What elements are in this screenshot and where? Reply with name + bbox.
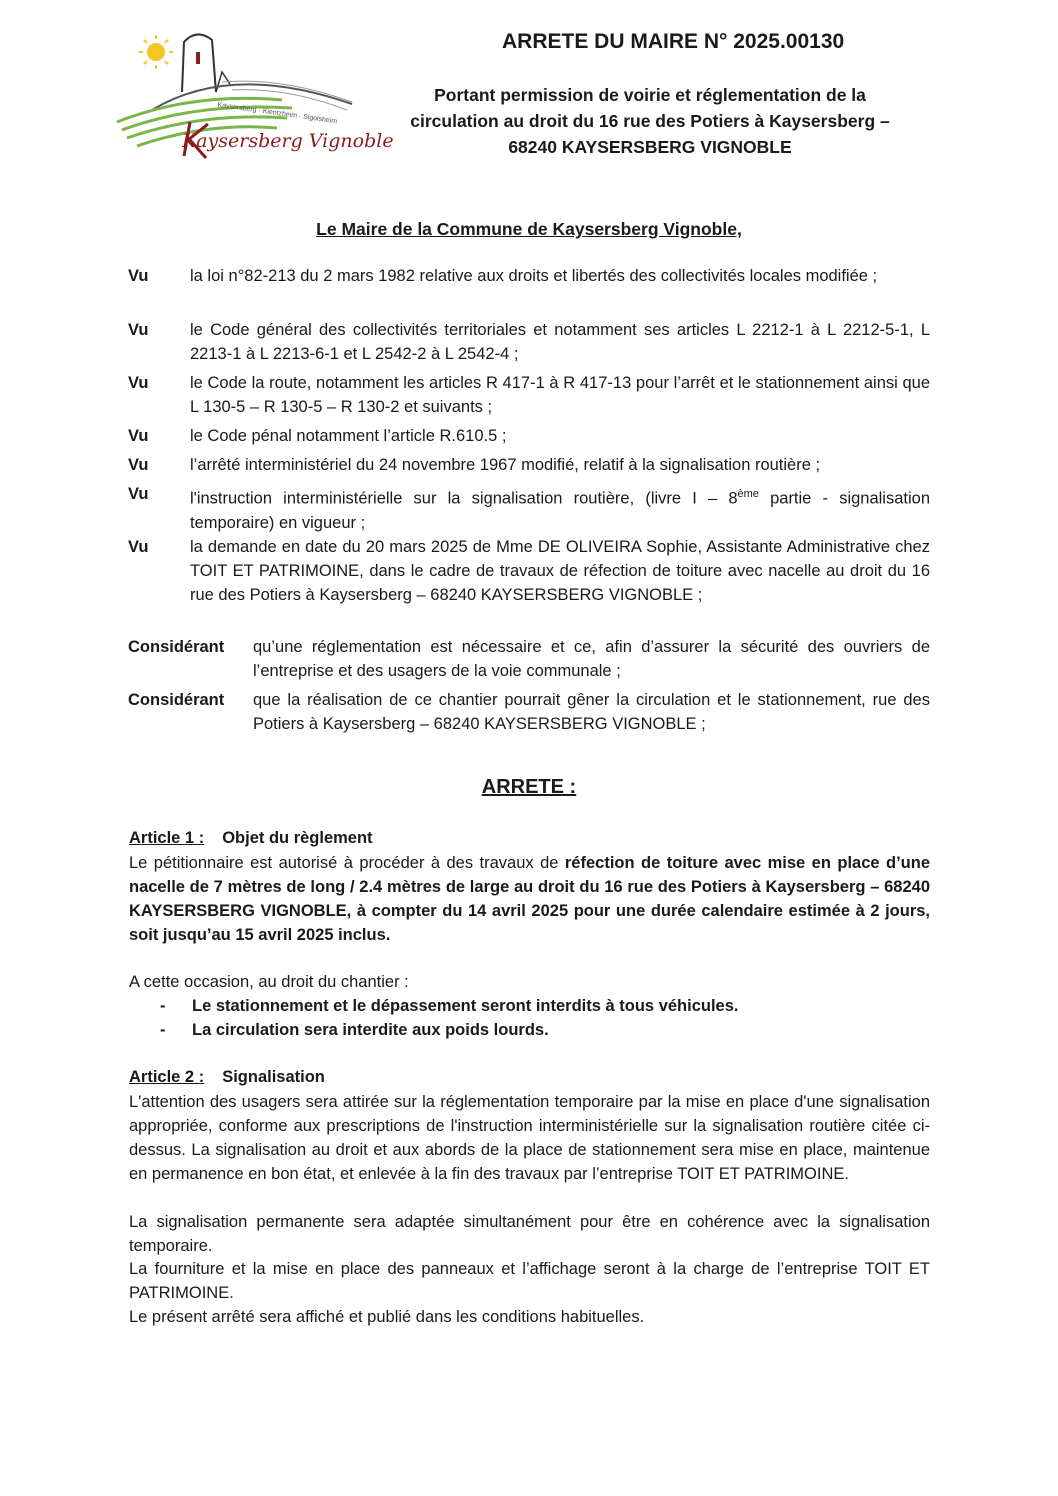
article-1-heading bbox=[129, 829, 373, 848]
article-1-occasion: A cette occasion, au droit du chantier : bbox=[129, 973, 409, 991]
vu-text-sup: ème bbox=[737, 488, 759, 500]
considerant-text: qu’une réglementation est nécessaire et ce, afin d’assurer la sécurité des ouvriers de l’entreprise et des usagers de la voie communale ; bbox=[253, 638, 930, 680]
vu-text: le Code général des collectivités territoriales et notamment ses articles L 2212-1 à L 2212-5-1, L 2213-1 à L 2213-6-1 et L 2542-2 à L 2542-4 ; bbox=[190, 321, 930, 363]
considerant-label: Considérant bbox=[128, 638, 225, 656]
article-2-paragraph: La signalisation permanente sera adaptée simultanément pour être en cohérence avec la signalisation temporaire. bbox=[129, 1213, 930, 1255]
article-1-bold-text: réfection de toiture avec mise en place d’une nacelle de 7 mètres de long / 2.4 mètres de large au droit du 16 rue des Potiers à Kaysersberg – 68240 KAYSERSBERG VIGNOBLE, à compter du 14 avril 2025 pour une durée calendaire estimée à 2 jours, soit jusqu’au 15 avril 2025 inclus. bbox=[129, 854, 930, 944]
article-number: Article 2 : bbox=[129, 1068, 205, 1086]
vu-text-part: l'instruction interministérielle sur la signalisation routière, (livre I – 8 bbox=[190, 489, 738, 508]
vu-text: le Code pénal notamment l’article R.610.5 ; bbox=[190, 427, 507, 445]
vu-text: l’arrêté interministériel du 24 novembre 1967 modifié, relatif à la signalisation routière ; bbox=[190, 456, 821, 474]
vu-label: Vu bbox=[128, 427, 149, 445]
article-2-heading bbox=[129, 1068, 325, 1087]
vu-label: Vu bbox=[128, 456, 149, 474]
municipality-logo bbox=[112, 22, 394, 162]
vu-label: Vu bbox=[128, 267, 149, 285]
article-title: Objet du règlement bbox=[222, 829, 373, 847]
logo-text: Kaysersberg Vignoble bbox=[182, 130, 394, 152]
list-item: - Le stationnement et le dépassement seront interdits à tous véhicules. bbox=[160, 997, 739, 1015]
list-item: - La circulation sera interdite aux poids lourds. bbox=[160, 1021, 549, 1039]
vu-label: Vu bbox=[128, 321, 149, 339]
mayor-heading: Le Maire de la Commune de Kaysersberg Vignoble, bbox=[316, 219, 742, 239]
considerant-text: que la réalisation de ce chantier pourrait gêner la circulation et le stationnement, rue des Potiers à Kaysersberg – 68240 KAYSERSBERG VIGNOBLE ; bbox=[253, 691, 930, 733]
article-number: Article 1 : bbox=[129, 829, 205, 847]
article-title: Signalisation bbox=[222, 1068, 325, 1086]
decree-title: ARRETE DU MAIRE N° 2025.00130 bbox=[502, 30, 845, 53]
subtitle-line: circulation au droit du 16 rue des Potiers à Kaysersberg – bbox=[410, 111, 890, 131]
vu-label: Vu bbox=[128, 374, 149, 392]
vu-text-part: partie - signalisation temporaire) en vigueur ; bbox=[190, 489, 930, 532]
subtitle-line: Portant permission de voirie et réglementation de la bbox=[434, 85, 866, 105]
bullet-text: Le stationnement et le dépassement seront interdits à tous véhicules. bbox=[192, 997, 739, 1015]
vu-label: Vu bbox=[128, 538, 149, 556]
article-1-body bbox=[129, 851, 930, 947]
arrete-heading: ARRETE : bbox=[481, 776, 577, 798]
subtitle-line: 68240 KAYSERSBERG VIGNOBLE bbox=[508, 137, 792, 157]
vu-text: le Code la route, notamment les articles R 417-1 à R 417-13 pour l’arrêt et le stationnement ainsi que L 130-5 – R 130-5 – R 130-2 et suivants ; bbox=[190, 374, 930, 416]
vu-label: Vu bbox=[128, 485, 149, 503]
article-2-paragraph: La fourniture et la mise en place des panneaux et l’affichage seront à la charge de l’entreprise TOIT ET PATRIMOINE. bbox=[129, 1260, 930, 1302]
considerant-label: Considérant bbox=[128, 691, 225, 709]
vu-text: la demande en date du 20 mars 2025 de Mme DE OLIVEIRA Sophie, Assistante Administrative chez TOIT ET PATRIMOINE, dans le cadre de travaux de réfection de toiture avec nacelle au droit du 16 rue des Potiers à Kaysersberg – 68240 KAYSERSBERG VIGNOBLE ; bbox=[190, 538, 930, 604]
vu-text bbox=[190, 482, 930, 535]
article-2-paragraph: Le présent arrêté sera affiché et publié dans les conditions habituelles. bbox=[129, 1308, 645, 1326]
decree-subtitle bbox=[390, 82, 910, 160]
logo-subtext: Kaysersberg · Kientzheim · Sigolsheim bbox=[217, 101, 338, 126]
article-2-paragraph: L'attention des usagers sera attirée sur la réglementation temporaire par la mise en place d'une signalisation appropriée, conforme aux prescriptions de l'instruction interministérielle sur la signalisation routière citée ci-dessus. La signalisation au droit et aux abords de la place de stationnement sera mise en place, maintenue en permanence en bon état, et enlevée à la fin des travaux par l’entreprise TOIT ET PATRIMOINE. bbox=[129, 1093, 930, 1183]
vu-text: la loi n°82-213 du 2 mars 1982 relative aux droits et libertés des collectivités locales modifiée ; bbox=[190, 267, 878, 285]
bullet-text: La circulation sera interdite aux poids lourds. bbox=[192, 1021, 549, 1039]
article-1-intro: Le pétitionnaire est autorisé à procéder à des travaux de bbox=[129, 854, 565, 872]
